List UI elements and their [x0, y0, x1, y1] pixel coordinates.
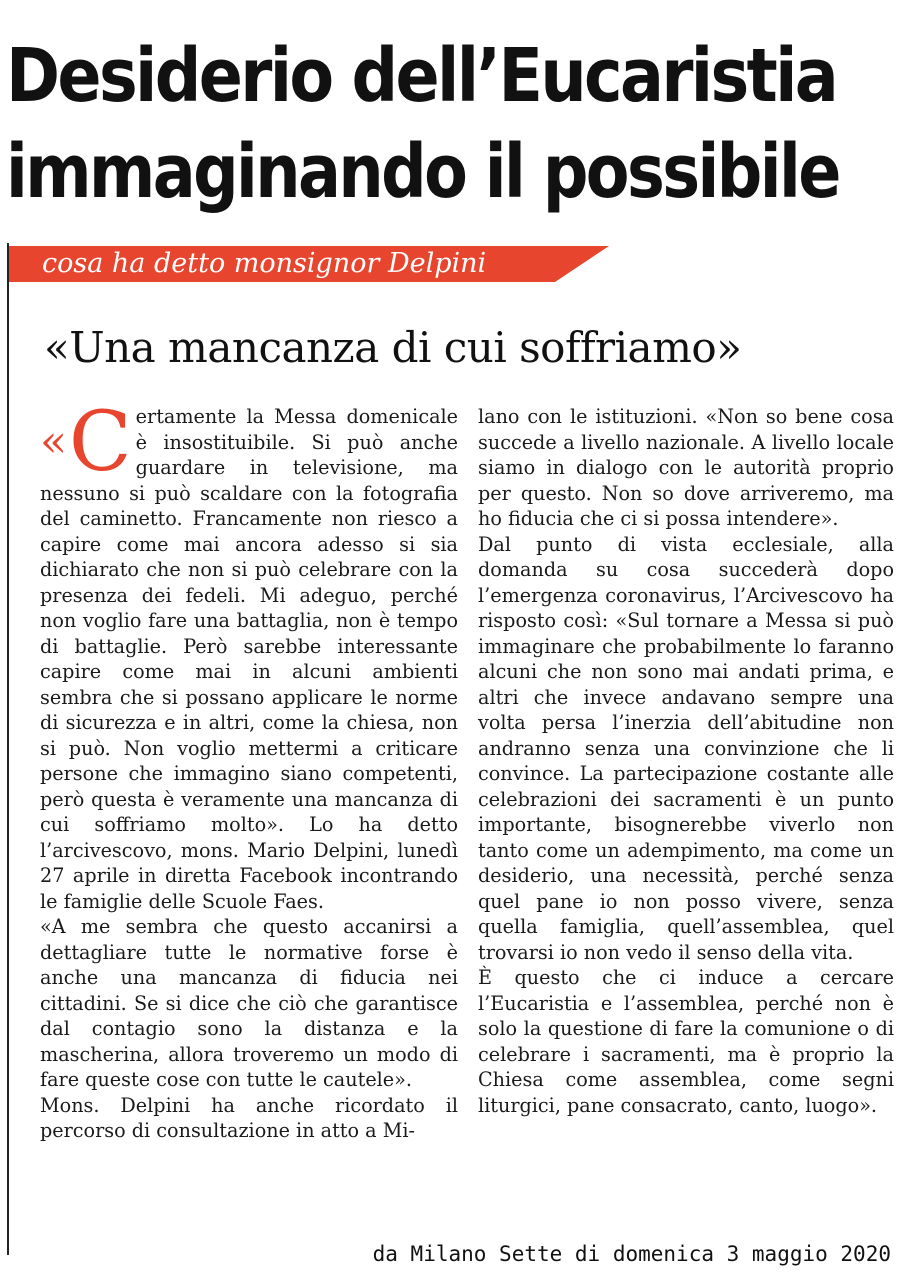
article-paragraph: Mons. Delpini ha anche ricordato il percorso di consultazione in atto a Mi- [40, 1093, 458, 1142]
source-credit: da Milano Sette di domenica 3 maggio 2020 [372, 1242, 891, 1266]
headline [6, 28, 901, 220]
article-column-left [40, 395, 458, 1144]
headline-line-1: Desiderio dell’Eucaristia [6, 33, 837, 119]
article-paragraph: ertamente la Messa domenicale è insostituibile. Si può anche guardare in televisione, ma nessuno si può scaldare con la fotografia del caminetto. Francamente non riesco a capire come mai ancora adesso si sia dichiarato che non si può celebrare con la presenza dei fedeli. Mi adeguo, perché non voglio fare una battaglia, non è tempo di battaglie. Però sarebbe interessante capire come mai in alcuni ambienti sembra che si possano applicare le norme di sicurezza e in altri, come la chiesa, non si può. Non voglio mettermi a criticare persone che immagino siano competenti, però questa è veramente una mancanza di cui soffriamo molto». Lo ha detto l’arcivescovo, mons. Mario Delpini, lunedì 27 aprile in diretta Facebook incontrando le famiglie delle Scuole Faes. [40, 405, 458, 913]
subhead: «Una mancanza di cui soffriamo» [44, 323, 742, 372]
headline-line-2: immaginando il possibile [6, 129, 839, 215]
article-column-right [478, 404, 894, 1118]
article-paragraph: «A me sembra che questo accanirsi a dettagliare tutte le normative forse è anche una mancanza di fiducia nei cittadini. Se si dice che ciò che garantisce dal contagio sono la distanza e la mascherina, allora troveremo un modo di fare queste cose con tutte le cautele». [40, 915, 458, 1091]
article-paragraph: lano con le istituzioni. «Non so bene cosa succede a livello nazionale. A livello locale siamo in dialogo con le autorità proprio per questo. Non so dove arriveremo, ma ho fiducia che ci si possa intendere». [478, 405, 894, 530]
article-paragraph: Dal punto di vista ecclesiale, alla domanda su cosa succederà dopo l’emergenza coronavirus, l’Arcivescovo ha risposto così: «Sul tornare a Messa si può immaginare che probabilmente lo faranno alcuni che non sono mai andati prima, e altri che invece andavano sempre una volta persa l’inerzia dell’abitudine non andranno senza una convinzione che li convince. La partecipazione costante alle celebrazioni dei sacramenti è un punto importante, bisognerebbe viverlo non tanto come un adempimento, ma come un desiderio, una necessità, perché senza quel pane io non posso vivere, senza quella famiglia, quell’assemblea, quel trovarsi io non vedo il senso della vita. [478, 532, 894, 964]
left-vertical-rule [7, 243, 9, 1255]
article-paragraph: È questo che ci induce a cercare l’Eucaristia e l’assemblea, perché non è solo la questione di fare la comunione o di celebrare i sacramenti, ma è proprio la Chiesa come assemblea, come segni liturgici, pane consacrato, canto, luogo». [478, 966, 894, 1117]
drop-cap: C [68, 395, 132, 490]
kicker-label: cosa ha detto monsignor Delpini [42, 248, 487, 279]
opening-quote-mark: « [40, 416, 67, 467]
